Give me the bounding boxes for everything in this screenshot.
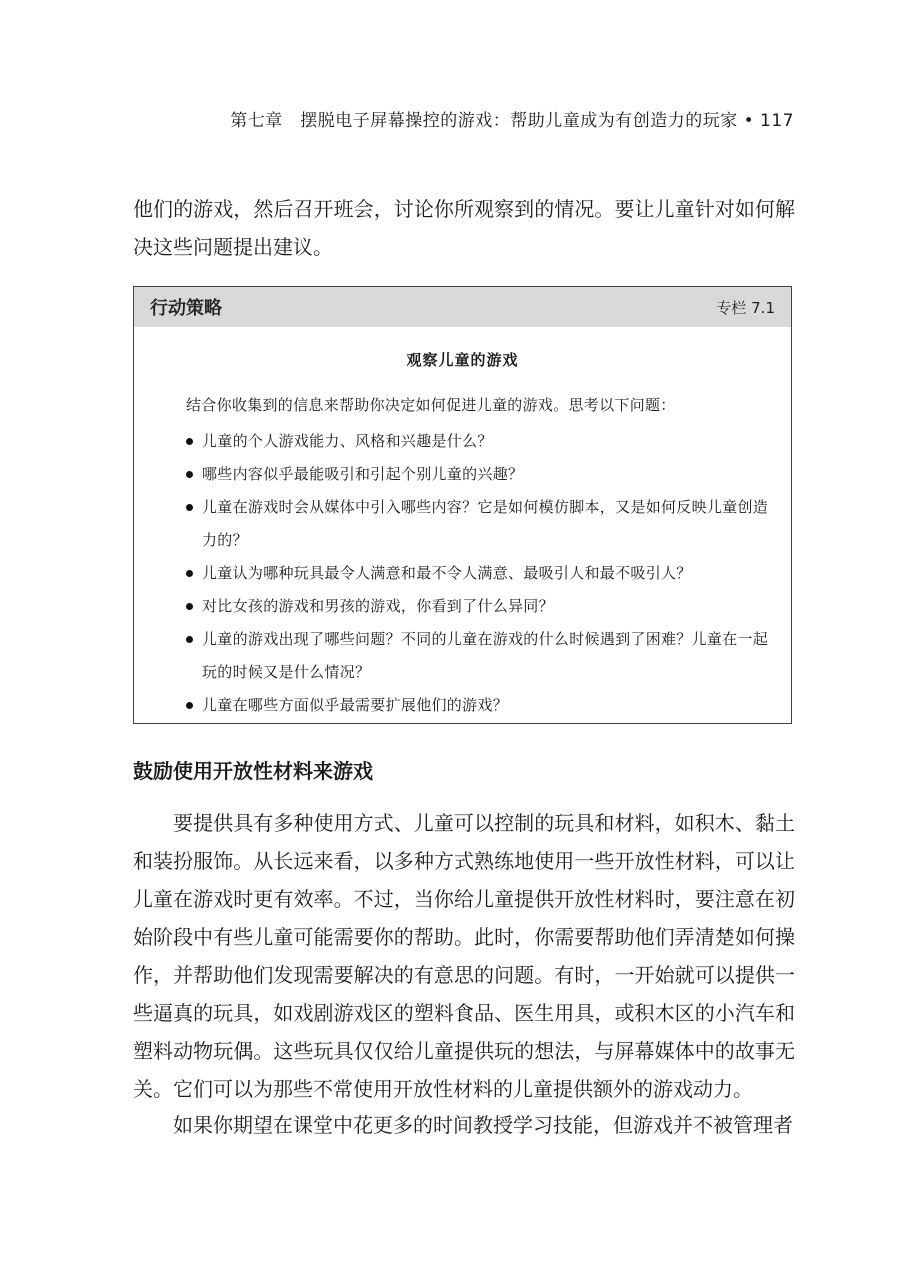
section-heading: 鼓励使用开放性材料来游戏 bbox=[133, 759, 373, 783]
list-item: 儿童认为哪种玩具最令人满意和最不令人满意、最吸引人和最不吸引人？ bbox=[184, 557, 778, 590]
box-intro: 结合你收集到的信息来帮助你决定如何促进儿童的游戏。思考以下问题： bbox=[186, 396, 676, 414]
box-header bbox=[134, 287, 791, 327]
box-label: 行动策略 bbox=[150, 298, 222, 319]
paragraph: 要提供具有多种使用方式、儿童可以控制的玩具和材料，如积木、黏土和装扮服饰。从长远来看，以多种方式熟练地使用一些开放性材料，可以让儿童在游戏时更有效率。不过，当你给儿童提供开放性材料时，要注意在初始阶段中有些儿童可能需要你的帮助。此时，你需要帮助他们弄清楚如何操作，并帮助他们发现需要解决的有意思的问题。有时，一开始就可以提供一些逼真的玩具，如戏剧游戏区的塑料食品、医生用具，或积木区的小汽车和塑料动物玩偶。这些玩具仅仅给儿童提供玩的想法，与屏幕媒体中的故事无关。它们可以为那些不常使用开放性材料的儿童提供额外的游戏动力。 bbox=[133, 811, 795, 1101]
question-list bbox=[184, 425, 778, 722]
sidebar-box bbox=[133, 286, 792, 724]
running-head: 第七章 摆脱电子屏幕操控的游戏：帮助儿童成为有创造力的玩家 • 117 bbox=[230, 111, 794, 131]
list-item: 对比女孩的游戏和男孩的游戏，你看到了什么异同？ bbox=[184, 590, 778, 623]
list-item: 儿童在哪些方面似乎最需要扩展他们的游戏？ bbox=[184, 689, 778, 722]
list-item: 儿童的个人游戏能力、风格和兴趣是什么？ bbox=[184, 425, 778, 458]
box-number: 专栏 7.1 bbox=[716, 298, 775, 317]
list-item: 儿童的游戏出现了哪些问题？不同的儿童在游戏的什么时候遇到了困难？儿童在一起玩的时候又是什么情况？ bbox=[184, 623, 778, 689]
list-item: 儿童在游戏时会从媒体中引入哪些内容？它是如何模仿脚本，又是如何反映儿童创造力的？ bbox=[184, 491, 778, 557]
paragraph-continued: 他们的游戏，然后召开班会，讨论你所观察到的情况。要让儿童针对如何解决这些问题提出建议。 bbox=[133, 197, 795, 259]
paragraph: 如果你期望在课堂中花更多的时间教授学习技能，但游戏并不被管理者 bbox=[173, 1113, 793, 1137]
box-title: 观察儿童的游戏 bbox=[406, 351, 519, 369]
list-item: 哪些内容似乎最能吸引和引起个别儿童的兴趣？ bbox=[184, 458, 778, 491]
